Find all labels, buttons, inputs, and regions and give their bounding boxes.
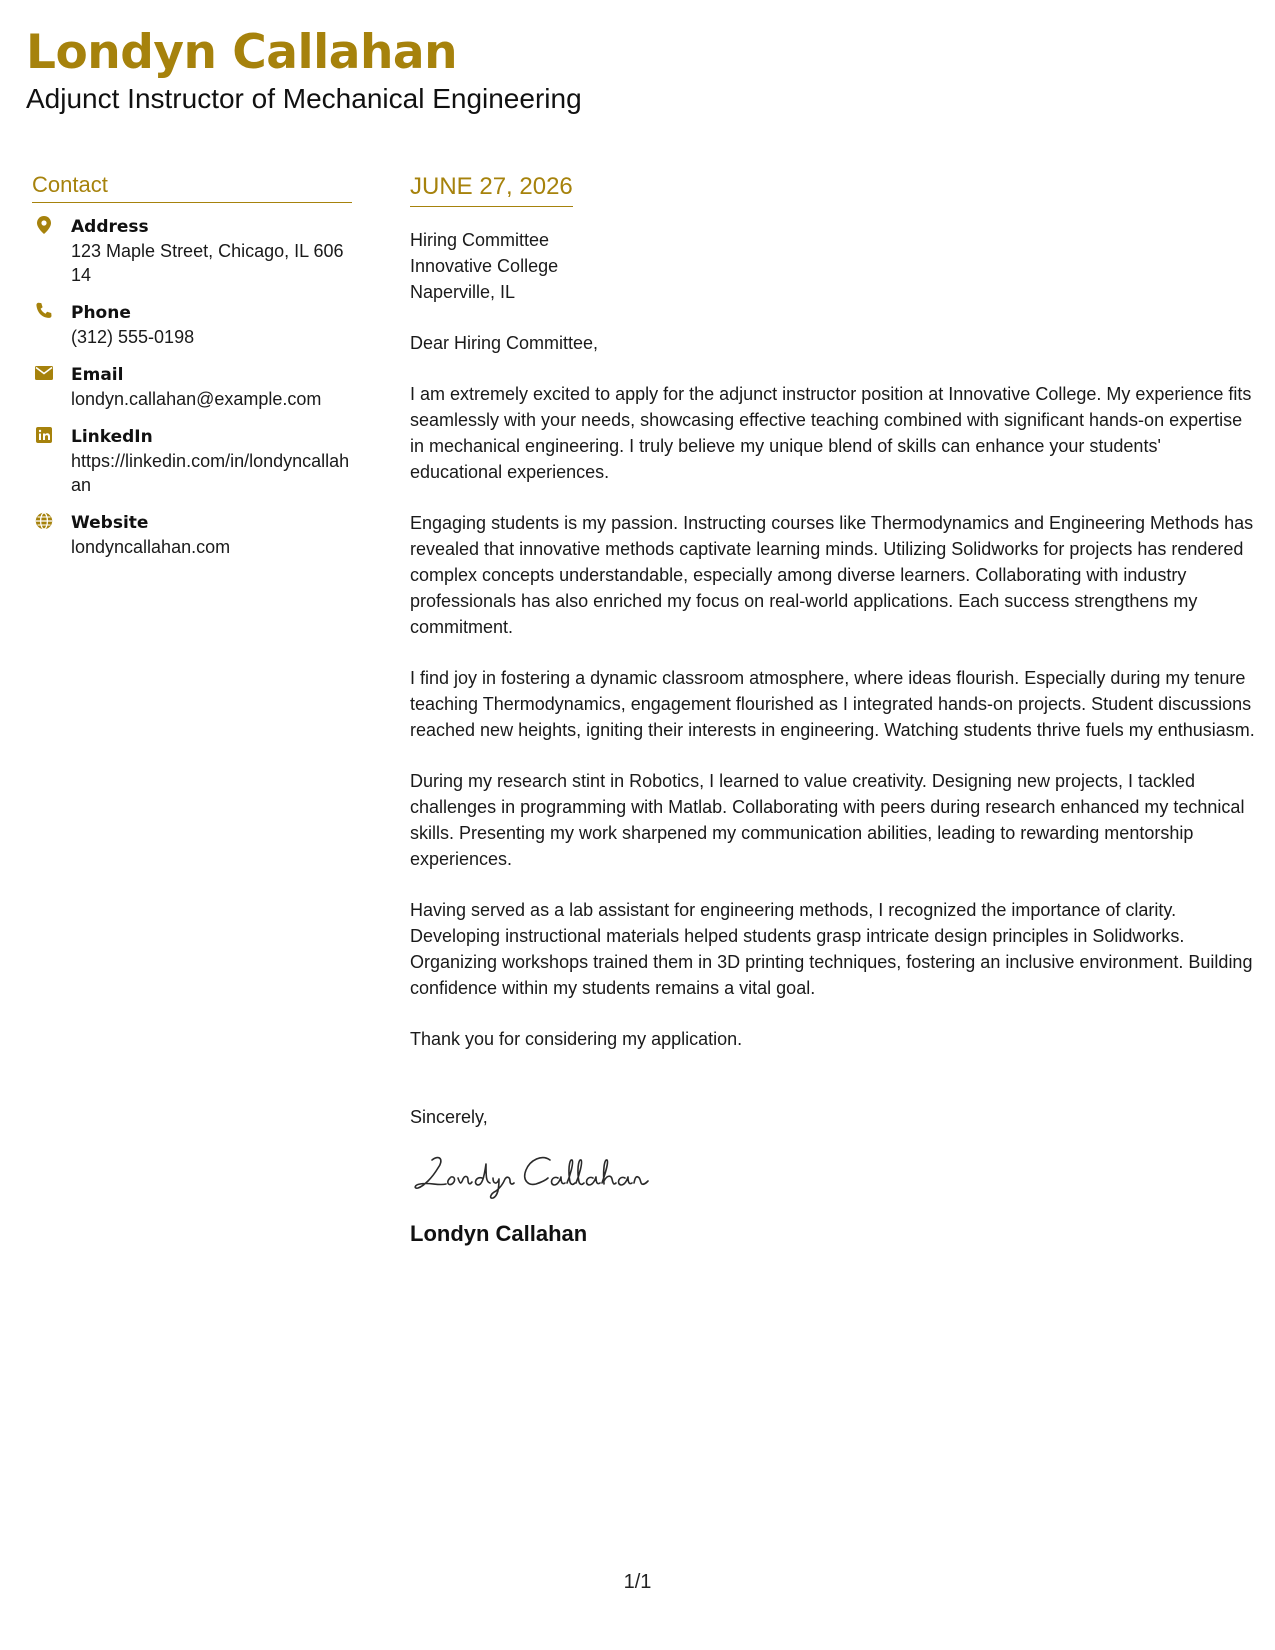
globe-icon (34, 511, 54, 531)
phone-value: (312) 555-0198 (71, 327, 195, 347)
linkedin-label: LinkedIn (71, 427, 153, 447)
letter-paragraph: I am extremely excited to apply for the adjunct instructor position at Innovative College. My experience fits seamlessly with your needs, showcasing effective teaching combined with significant hands-on expertise in mechanical engineering. I truly believe my unique blend of skills can enhance your students' educational experiences. (410, 384, 1252, 482)
closing: Sincerely, (410, 1107, 488, 1127)
salutation: Dear Hiring Committee, (410, 333, 599, 353)
linkedin-icon (34, 425, 54, 445)
email-label: Email (71, 365, 124, 385)
recipient-line: Hiring Committee (410, 230, 550, 250)
handwritten-signature (410, 1148, 680, 1202)
contact-item-linkedin (32, 425, 352, 497)
applicant-name: Londyn Callahan (26, 25, 458, 80)
letter-paragraph: Thank you for considering my application. (410, 1029, 743, 1049)
job-title: Adjunct Instructor of Mechanical Engineering (26, 83, 582, 114)
recipient-line: Naperville, IL (410, 282, 516, 302)
map-pin-icon (34, 215, 54, 235)
letter-paragraph: Having served as a lab assistant for engineering methods, I recognized the importance of clarity. Developing instructional materials helped students grasp intricate design principles in Solidworks. Organizing workshops trained them in 3D printing techniques, fostering an inclusive environment. Building confidence within my students remains a vital goal. (410, 900, 1253, 998)
phone-icon (34, 301, 54, 321)
letter-body (410, 172, 1255, 1248)
contact-sidebar (32, 172, 352, 573)
letter-date: JUNE 27, 2026 (410, 172, 573, 207)
recipient-block (410, 227, 1255, 305)
recipient-line: Innovative College (410, 256, 559, 276)
letter-paragraph: I find joy in fostering a dynamic classroom atmosphere, where ideas flourish. Especially during my tenure teaching Thermodynamics, engagement flourished as I integrated hands-on projects. Student discussions reached new heights, igniting their interests in engineering. Watching students thrive fuels my enthusiasm. (410, 668, 1255, 740)
phone-label: Phone (71, 303, 131, 323)
contact-list (32, 215, 352, 559)
website-label: Website (71, 513, 149, 533)
letter-paragraph: During my research stint in Robotics, I learned to value creativity. Designing new projects, I tackled challenges in programming with Matlab. Collaborating with peers during research enhanced my technical skills. Presenting my work sharpened my communication abilities, leading to rewarding mentorship experiences. (410, 771, 1245, 869)
contact-item-address (32, 215, 352, 287)
envelope-icon (34, 363, 54, 383)
address-label: Address (71, 217, 149, 237)
website-value[interactable]: londyncallahan.com (71, 537, 231, 557)
letter-paragraph: Engaging students is my passion. Instructing courses like Thermodynamics and Engineering Methods has revealed that innovative methods captivate learning minds. Utilizing Solidworks for projects has rendered complex concepts understandable, especially among diverse learners. Collaborating with industry professionals has also enriched my focus on real-world applications. Each success strengthens my commitment. (410, 513, 1254, 637)
page-number: 1/1 (623, 1571, 652, 1593)
signer-name: Londyn Callahan (410, 1221, 588, 1246)
header (26, 24, 1226, 116)
contact-heading: Contact (32, 172, 352, 203)
linkedin-value[interactable]: https://linkedin.com/in/londyncallahan (71, 451, 350, 495)
address-value: 123 Maple Street, Chicago, IL 60614 (71, 241, 344, 285)
contact-item-email (32, 363, 352, 411)
contact-item-phone (32, 301, 352, 349)
contact-item-website (32, 511, 352, 559)
email-value[interactable]: londyn.callahan@example.com (71, 389, 322, 409)
